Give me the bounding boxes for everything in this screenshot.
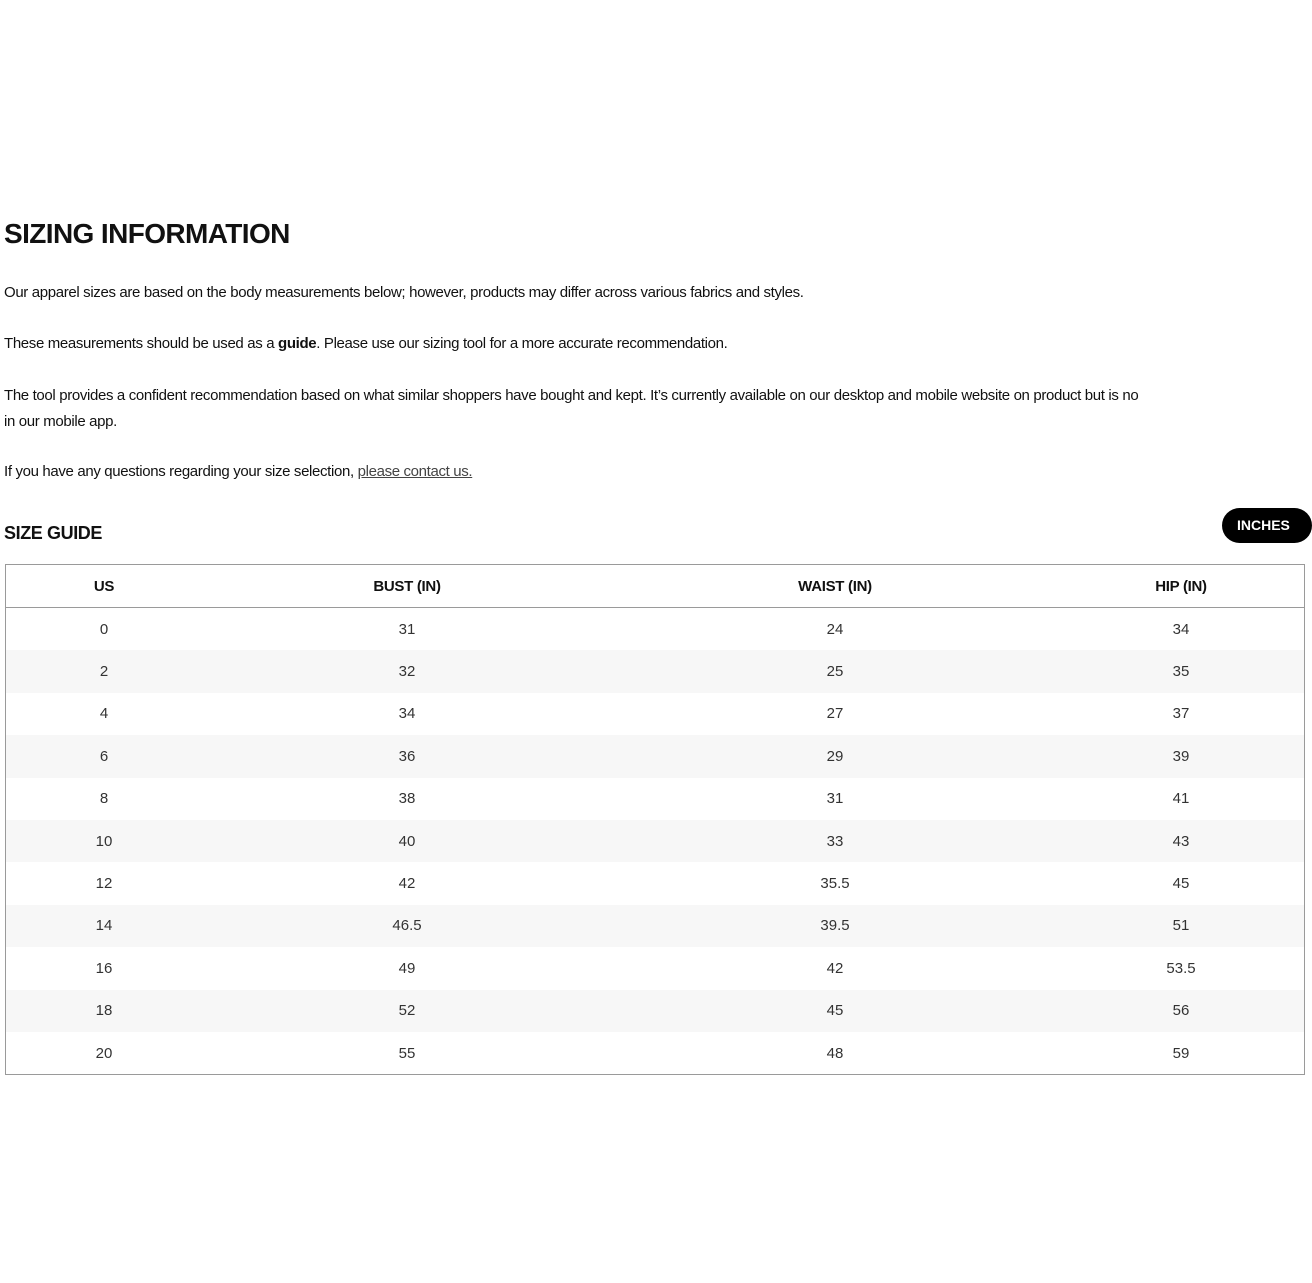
us-size-cell: 18	[6, 990, 202, 1032]
waist-cell: 24	[826, 620, 844, 638]
waist-cell: 35.5	[820, 875, 850, 893]
guide-emphasis: guide	[278, 335, 317, 352]
us-size-cell: 4	[99, 705, 109, 723]
waist-cell: 27	[826, 705, 844, 723]
table-row	[6, 735, 1304, 777]
us-size-cell: 6	[6, 735, 202, 777]
table-row	[6, 990, 1304, 1032]
bust-cell: 46.5	[202, 905, 612, 947]
table-row	[6, 1032, 1304, 1074]
us-size-cell: 20	[95, 1044, 113, 1062]
hip-cell: 34	[1172, 620, 1190, 638]
waist-cell: 33	[612, 820, 1058, 862]
intro-paragraph-1: Our apparel sizes are based on the body measurements below; however, products may differ across various fabrics and styles.	[4, 284, 804, 301]
page-title: SIZING INFORMATION	[4, 218, 290, 249]
units-toggle-button[interactable]: INCHES	[1222, 508, 1312, 543]
bust-cell: 40	[202, 820, 612, 862]
size-guide-title: SIZE GUIDE	[4, 523, 103, 543]
us-size-cell: 8	[99, 790, 109, 808]
hip-cell: 37	[1172, 705, 1190, 723]
column-header-hip: HIP (IN)	[1058, 565, 1304, 608]
table-body	[6, 608, 1304, 1075]
table-row	[6, 905, 1304, 947]
waist-cell: 25	[612, 650, 1058, 692]
intro-paragraph-3-line-1: The tool provides a confident recommendation based on what similar shoppers have bought and kept. It’s currently available on our desktop and mobile website on product but is no	[4, 387, 1139, 404]
hip-cell: 56	[1058, 990, 1304, 1032]
hip-cell: 35	[1058, 650, 1304, 692]
us-size-cell: 2	[6, 650, 202, 692]
table-row	[6, 778, 1304, 820]
column-header-bust: BUST (IN)	[202, 565, 612, 608]
bust-cell: 36	[202, 735, 612, 777]
column-header-us: US	[6, 565, 202, 608]
hip-cell: 59	[1172, 1044, 1190, 1062]
bust-cell: 42	[398, 875, 416, 893]
bust-cell: 55	[398, 1044, 416, 1062]
hip-cell: 53.5	[1166, 959, 1196, 977]
table-row	[6, 693, 1304, 735]
bust-cell: 32	[202, 650, 612, 692]
bust-cell: 52	[202, 990, 612, 1032]
table-header-row	[6, 565, 1304, 608]
waist-cell: 29	[612, 735, 1058, 777]
hip-cell: 41	[1172, 790, 1190, 808]
column-header-waist: WAIST (IN)	[612, 565, 1058, 608]
table-row	[6, 820, 1304, 862]
table-row	[6, 608, 1304, 651]
us-size-cell: 12	[95, 875, 113, 893]
hip-cell: 45	[1172, 875, 1190, 893]
intro-paragraph-2-start: These measurements should be used as a	[4, 335, 279, 352]
waist-cell: 31	[826, 790, 844, 808]
intro-paragraph-2	[4, 331, 727, 357]
intro-paragraph-2-end: . Please use our sizing tool for a more accurate recommendation.	[316, 335, 728, 352]
us-size-cell: 14	[6, 905, 202, 947]
hip-cell: 43	[1058, 820, 1304, 862]
hip-cell: 51	[1058, 905, 1304, 947]
contact-us-link[interactable]: please contact us.	[357, 463, 473, 480]
table-row	[6, 862, 1304, 904]
us-size-cell: 16	[95, 959, 113, 977]
waist-cell: 39.5	[612, 905, 1058, 947]
table-row	[6, 947, 1304, 989]
bust-cell: 31	[398, 620, 416, 638]
waist-cell: 45	[612, 990, 1058, 1032]
size-table	[6, 565, 1304, 1074]
table-row	[6, 650, 1304, 692]
us-size-cell: 10	[6, 820, 202, 862]
bust-cell: 38	[398, 790, 416, 808]
size-table-container	[5, 564, 1305, 1075]
contact-paragraph	[4, 459, 472, 485]
waist-cell: 48	[826, 1044, 844, 1062]
bust-cell: 49	[398, 959, 416, 977]
us-size-cell: 0	[99, 620, 109, 638]
waist-cell: 42	[826, 959, 844, 977]
intro-paragraph-3-line-2: in our mobile app.	[4, 413, 117, 430]
contact-text: If you have any questions regarding your size selection,	[4, 463, 358, 480]
hip-cell: 39	[1058, 735, 1304, 777]
bust-cell: 34	[398, 705, 416, 723]
